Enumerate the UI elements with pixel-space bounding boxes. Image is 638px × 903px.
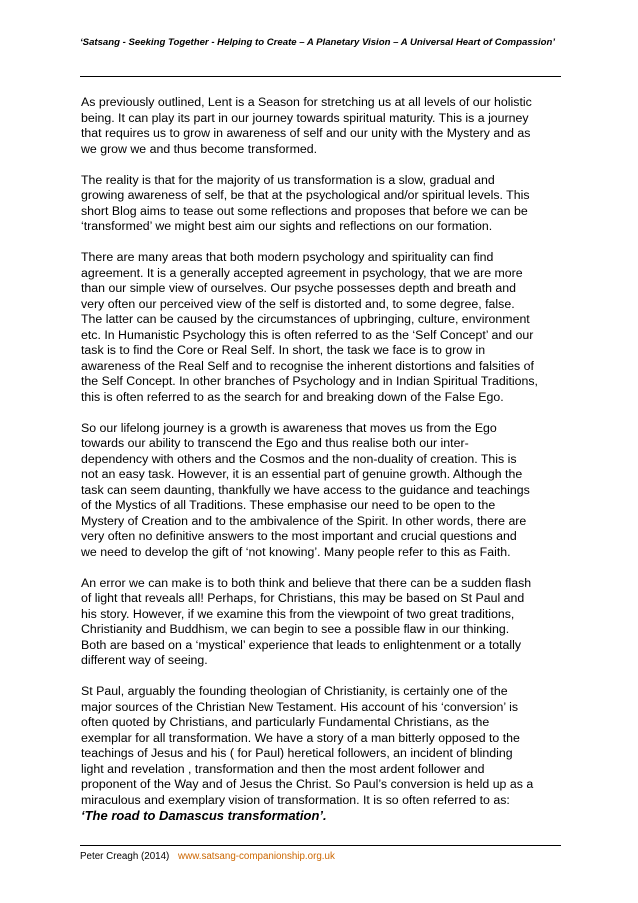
text-line: dependency with others and the Cosmos and the non-duality of creation. This is — [81, 451, 517, 466]
paragraph-1 — [81, 95, 563, 157]
text-line: of the Mystics of all Traditions. These emphasise our need to be open to the — [81, 498, 496, 512]
text-line: Christianity and Buddhism, we can begin to see a possible flaw in our thinking. — [81, 622, 510, 636]
text-line: of light that reveals all! Perhaps, for Christians, this may be based on St Paul and — [81, 591, 525, 605]
paragraph-3 — [81, 250, 563, 405]
text-line: miraculous and exemplary vision of transformation. It is so often referred to as: — [81, 792, 510, 807]
text-line: Mystery of Creation and to the ambivalence of the Spirit. In other words, there are — [81, 513, 527, 528]
footer-website-link[interactable]: www.satsang-companionship.org.uk — [178, 851, 335, 862]
page-footer — [80, 851, 335, 863]
text-line: that requires us to grow in awareness of self and our unity with the Mystery and as — [81, 126, 531, 140]
text-line: proponent of the Way and of Jesus the Christ. So Paul’s conversion is held up as a — [81, 777, 534, 791]
paragraph-6 — [81, 684, 563, 824]
text-line: The reality is that for the majority of us transformation is a slow, gradual and — [81, 172, 495, 187]
text-line: task is to find the Core or Real Self. In short, the task we face is to grow in — [81, 343, 486, 357]
text-line: The latter can be caused by the circumstances of upbringing, culture, environment — [81, 312, 530, 326]
text-line: we grow we and thus become transformed. — [81, 141, 318, 156]
text-line: the Self Concept. In other branches of Psychology and in Indian Spiritual Traditions, — [81, 374, 538, 388]
text-line: not an easy task. However, it is an essential part of genuine growth. Although the — [81, 467, 523, 481]
text-line: towards our ability to transcend the Ego and thus realise both our inter- — [81, 436, 469, 450]
text-line: than our simple view of ourselves. Our psyche possesses depth and breath and — [81, 281, 517, 295]
text-line: often quoted by Christians, and particularly Fundamental Christians, as the — [81, 715, 490, 729]
text-line: we need to develop the gift of ‘not knowing’. Many people refer to this as Faith. — [81, 544, 511, 559]
text-line: As previously outlined, Lent is a Season for stretching us at all levels of our holistic — [81, 95, 532, 109]
text-line: his story. However, if we examine this from the viewpoint of two great traditions, — [81, 606, 515, 621]
text-line: major sources of the Christian New Testament. His account of his ‘conversion’ is — [81, 699, 519, 714]
text-line: ‘transformed’ we might best aim our sights and reflections on our formation. — [81, 219, 493, 233]
text-line: Both are based on a ‘mystical’ experience that leads to enlightenment or a totally — [81, 637, 522, 652]
header-divider — [80, 76, 561, 77]
text-line: growing awareness of self, be that at the psychological and/or spiritual levels. This — [81, 188, 530, 202]
text-line: task can seem daunting, thankfully we have access to the guidance and teachings — [81, 482, 530, 497]
text-line: light and revelation , transformation and then the most ardent follower and — [81, 761, 485, 776]
text-line: So our lifelong journey is a growth is awareness that moves us from the Ego — [81, 420, 497, 435]
paragraph-4 — [81, 421, 563, 561]
text-line: being. It can play its part in our journey towards spiritual maturity. This is a journey — [81, 110, 529, 125]
paragraph-5 — [81, 576, 563, 669]
text-line: this is often referred to as the search for and breaking down of the False Ego. — [81, 389, 504, 404]
text-line: awareness of the Real Self and to recognise the inherent distortions and falsities of — [81, 358, 534, 373]
text-line: different way of seeing. — [81, 653, 208, 667]
document-body — [81, 95, 563, 824]
text-line: very often our perceived view of the self is distorted and, to some degree, false. — [81, 296, 515, 311]
text-line: An error we can make is to both think and believe that there can be a sudden flash — [81, 575, 532, 590]
text-line: There are many areas that both modern psychology and spirituality can find — [81, 250, 494, 264]
page-header: ‘Satsang - Seeking Together - Helping to Create – A Planetary Vision – A Universal Heart of Compassion’ — [80, 37, 556, 48]
text-line: agreement. It is a generally accepted agreement in psychology, that we are more — [81, 265, 523, 280]
text-line: teachings of Jesus and his ( for Paul) heretical followers, an incident of blinding — [81, 746, 513, 760]
text-line: etc. In Humanistic Psychology this is often referred to as the ‘Self Concept’ and our — [81, 327, 534, 342]
text-line: St Paul, arguably the founding theologian of Christianity, is certainly one of the — [81, 684, 508, 698]
paragraph-2 — [81, 173, 563, 235]
text-line: very often no definitive answers to the most important and crucial questions and — [81, 529, 517, 543]
text-line: exemplar for all transformation. We have a story of a man bitterly opposed to the — [81, 730, 520, 745]
footer-divider — [80, 845, 561, 846]
footer-author: Peter Creagh (2014) — [80, 851, 170, 862]
text-line: short Blog aims to tease out some reflections and proposes that before we can be — [81, 203, 528, 218]
closing-quote: ‘The road to Damascus transformation’. — [81, 808, 327, 823]
